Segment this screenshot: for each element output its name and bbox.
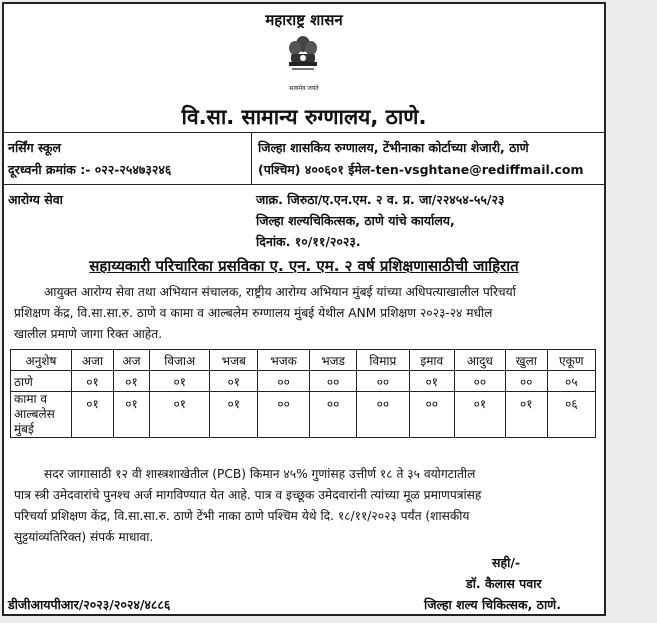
body-paragraph: [14, 464, 602, 548]
reference-number: जाक्र. जिरुठा/ए.एन.एम. २ व. प्र. जा/२२४५४-५५/२३: [256, 192, 505, 207]
table-cell: ००: [409, 392, 454, 438]
table-cell: ००: [258, 371, 310, 392]
vacancy-table: [10, 349, 596, 438]
table-cell: ००: [310, 371, 357, 392]
body-line: पात्र स्त्री उमेदवारांचे पुनश्च अर्ज मागविण्यात येत आहे. पात्र व इच्छूक उमेदवारांनी त्यांच्या मूळ प्रमाणपत्रांसह: [14, 488, 482, 502]
table-header-cell: विमाप्र: [357, 350, 410, 371]
table-cell: ०१: [113, 392, 149, 438]
signature-mark: सही/-: [492, 555, 521, 570]
table-cell: ०१: [505, 392, 547, 438]
school-label: नर्सिंग स्कूल: [8, 140, 61, 155]
body-line: सदर जागासाठी १२ वी शास्त्रशाखेतील (PCB) किमान ४५% गुणांसह उत्तीर्ण १८ ते ३५ वयोगटातील: [44, 467, 476, 481]
row-label: [11, 392, 72, 438]
table-header-cell: एकूण: [547, 350, 595, 371]
govt-title: महाराष्ट्र शासन: [265, 11, 343, 29]
table-cell: ०१: [72, 371, 114, 392]
row-label-line: मुंबई: [14, 422, 34, 436]
table-cell: ०६: [547, 392, 595, 438]
body-line: परिचर्या प्रशिक्षण केंद्र, वि.सा.सा.रु. ठाणे टेंभी नाका ठाणे पश्चिम येथे दि. १८/११/२०२३ पर्यंत (शासकीय: [14, 509, 470, 523]
date-line: दिनांक. १०/११/२०२३.: [256, 234, 361, 249]
table-header-cell: भजक: [258, 350, 310, 371]
table-cell: ००: [357, 371, 410, 392]
table-cell: ००: [310, 392, 357, 438]
emblem-motto: सत्यमेव जयते: [289, 85, 319, 92]
table-header-cell: अज: [113, 350, 149, 371]
signatory-name: डॉ. कैलास पवार: [466, 576, 542, 591]
intro-line: खालील प्रमाणे जागा रिक्त आहेत.: [14, 327, 163, 341]
national-emblem-icon: [286, 34, 320, 84]
intro-paragraph: [14, 282, 602, 345]
table-cell: ००: [357, 392, 410, 438]
hospital-title: वि.सा. सामान्य रुग्णालय, ठाणे.: [181, 105, 427, 129]
row-label-line: आल्बलेस: [14, 407, 55, 421]
address-line-1: जिल्हा शासकिय रुग्णालय, टेंभीनाका कोर्टाच्या शेजारी, ठाणे: [258, 140, 529, 155]
table-cell: ०१: [210, 392, 258, 438]
row-label: ठाणे: [11, 371, 72, 392]
body-line: सुट्टयांव्यतिरिक्त) संपर्क माधावा.: [14, 530, 154, 544]
table-cell: ००: [258, 392, 310, 438]
department-label: आरोग्य सेवा: [8, 192, 63, 207]
table-cell: ०१: [150, 371, 210, 392]
table-header-cell: अनुशेष: [11, 350, 72, 371]
advertisement-page: [2, 2, 606, 616]
intro-line: आयुक्त आरोग्य सेवा तथा अभियान संचालक, राष्ट्रीय आरोग्य अभियान मुंबई यांच्या अधिपत्याखालील परिचर्या: [44, 285, 516, 299]
intro-line: प्रशिक्षण केंद्र, वि.सा.सा.रु. ठाणे व कामा व आल्बलेम रुग्णालय मुंबई येथील ANM प्रशिक्षण २०२३-२४ मधील: [14, 306, 493, 320]
address-line-2: (पश्चिम) ४००६०१ ईमेल-ten-vsghtane@rediffmail.com: [258, 162, 584, 177]
table-header-cell: भजब: [210, 350, 258, 371]
table-cell: ०१: [409, 371, 454, 392]
table-header-cell: इमाव: [409, 350, 454, 371]
table-cell: ००: [505, 371, 547, 392]
table-header-cell: खुला: [505, 350, 547, 371]
table-cell: ०५: [547, 371, 595, 392]
advertisement-heading: सहाय्यकारी परिचारिका प्रसविका ए. एन. एम. २ वर्ष प्रशिक्षणासाठीची जाहिरात: [89, 257, 519, 275]
table-cell: ०१: [210, 371, 258, 392]
table-cell: ०१: [150, 392, 210, 438]
table-header-cell: अजा: [72, 350, 114, 371]
table-cell: ०१: [113, 371, 149, 392]
table-header-cell: भजड: [310, 350, 357, 371]
signatory-designation: जिल्हा शल्य चिकित्सक, ठाणे.: [424, 597, 561, 612]
table-header-cell: विजाअ: [150, 350, 210, 371]
table-cell: ०१: [454, 392, 505, 438]
table-row: [11, 371, 596, 392]
footer-code: डीजीआयपीआर/२०२३/२०२४/४८८६: [8, 597, 171, 612]
table-row: [11, 392, 596, 438]
table-header-row: [11, 350, 596, 371]
phone-number: दूरध्वनी क्रमांक :- ०२२-२५४७३२४६: [8, 162, 172, 177]
table-cell: ००: [454, 371, 505, 392]
office-line: जिल्हा शल्यचिकित्सक, ठाणे यांचे कार्यालय,: [256, 213, 455, 228]
row-label-line: कामा व: [14, 392, 48, 406]
table-cell: ०१: [72, 392, 114, 438]
table-header-cell: आदुध: [454, 350, 505, 371]
